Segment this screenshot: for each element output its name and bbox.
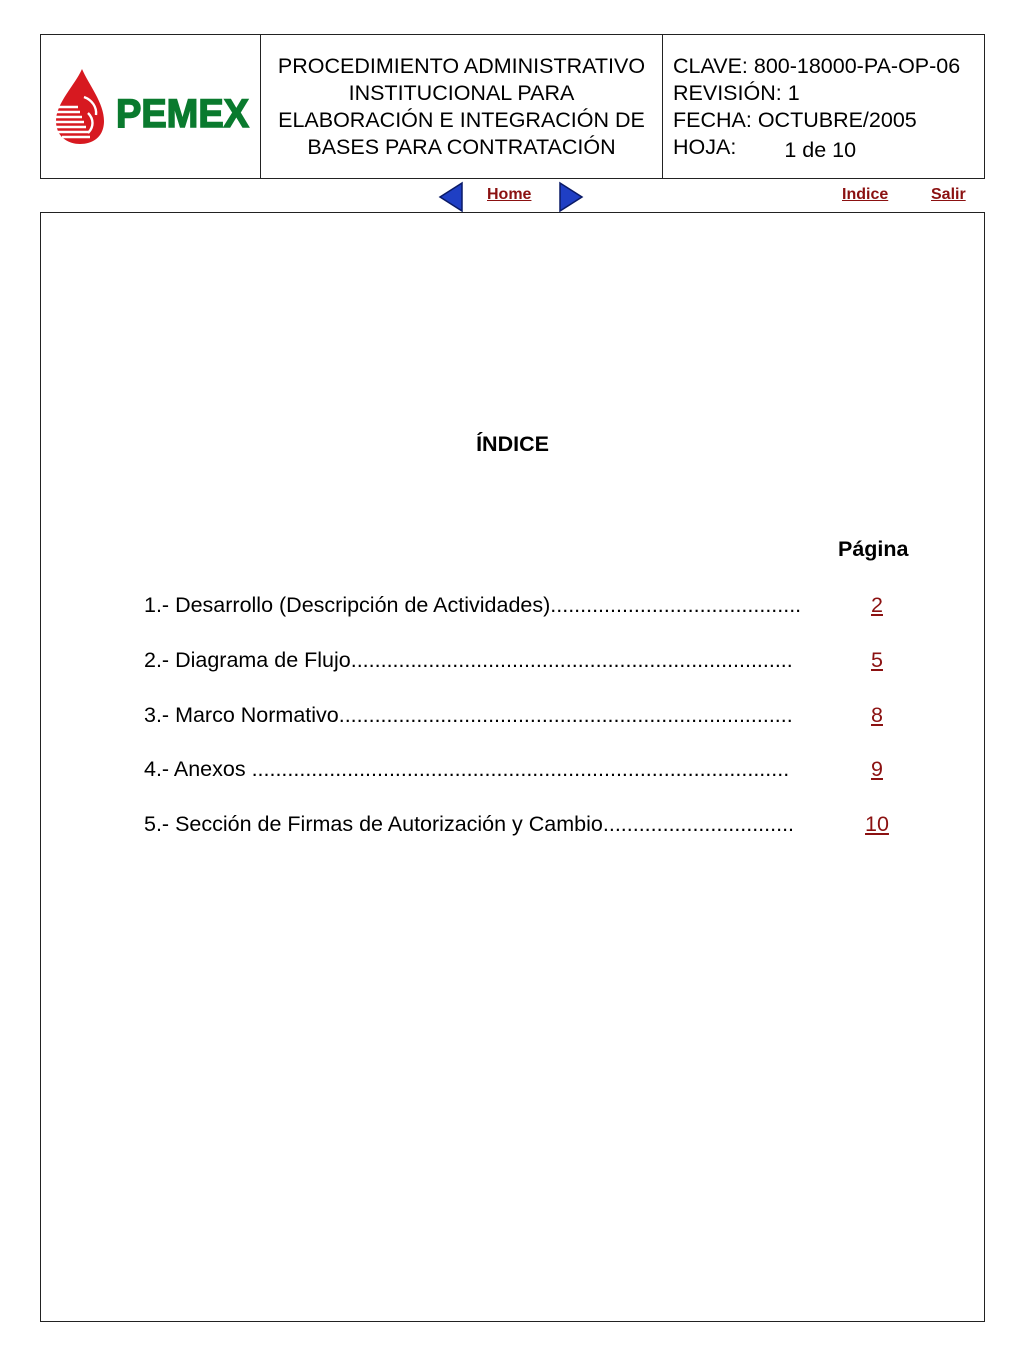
toc-page-link[interactable]: 10 [865,812,889,836]
toc-entry-text: 5.- Sección de Firmas de Autorización y Cambio................................ [144,812,795,836]
home-link[interactable]: Home [487,186,532,203]
title-line: PROCEDIMIENTO ADMINISTRATIVO [277,53,646,78]
toc-page-link[interactable]: 8 [871,703,883,727]
toc-page-link[interactable]: 9 [871,757,883,781]
revision-field: REVISIÓN: 1 [673,80,800,105]
clave-field: CLAVE: 800-18000-PA-OP-06 [673,53,961,78]
indice-link[interactable]: Indice [842,186,889,203]
page-column-header: Página [838,537,909,561]
toc-page-link[interactable]: 2 [871,593,883,617]
procedure-title [261,35,663,178]
title-line: ELABORACIÓN E INTEGRACIÓN DE [278,107,645,132]
logo-cell [41,35,261,178]
pemex-logo-text: PEMEX [116,91,250,136]
toc-page-link[interactable]: 5 [871,648,883,672]
pemex-logo [48,67,253,147]
toc-entry-text: 3.- Marco Normativo............................................................................ [144,703,793,727]
index-title: ÍNDICE [476,432,549,456]
toc-entry-text: 1.- Desarrollo (Descripción de Actividades).......................................... [144,593,802,617]
toc-entry-text: 2.- Diagrama de Flujo.......................................................................... [144,648,793,672]
document-metadata [663,35,984,178]
content-frame [40,212,985,1322]
hoja-field [673,134,984,161]
salir-link[interactable]: Salir [931,186,966,203]
hoja-label: HOJA: [673,134,737,159]
document-header [40,34,985,179]
right-arrow-icon[interactable] [557,181,585,213]
navigation-bar [0,178,1024,214]
fecha-field: FECHA: OCTUBRE/2005 [673,107,917,132]
toc-entry-text: 4.- Anexos .......................................................................................... [144,757,790,781]
left-arrow-icon[interactable] [437,181,465,213]
title-line: INSTITUCIONAL PARA [348,80,575,105]
hoja-value: 1 de 10 [784,137,857,162]
title-line: BASES PARA CONTRATACIÓN [307,134,616,159]
pemex-eagle-drop-icon [50,69,104,144]
